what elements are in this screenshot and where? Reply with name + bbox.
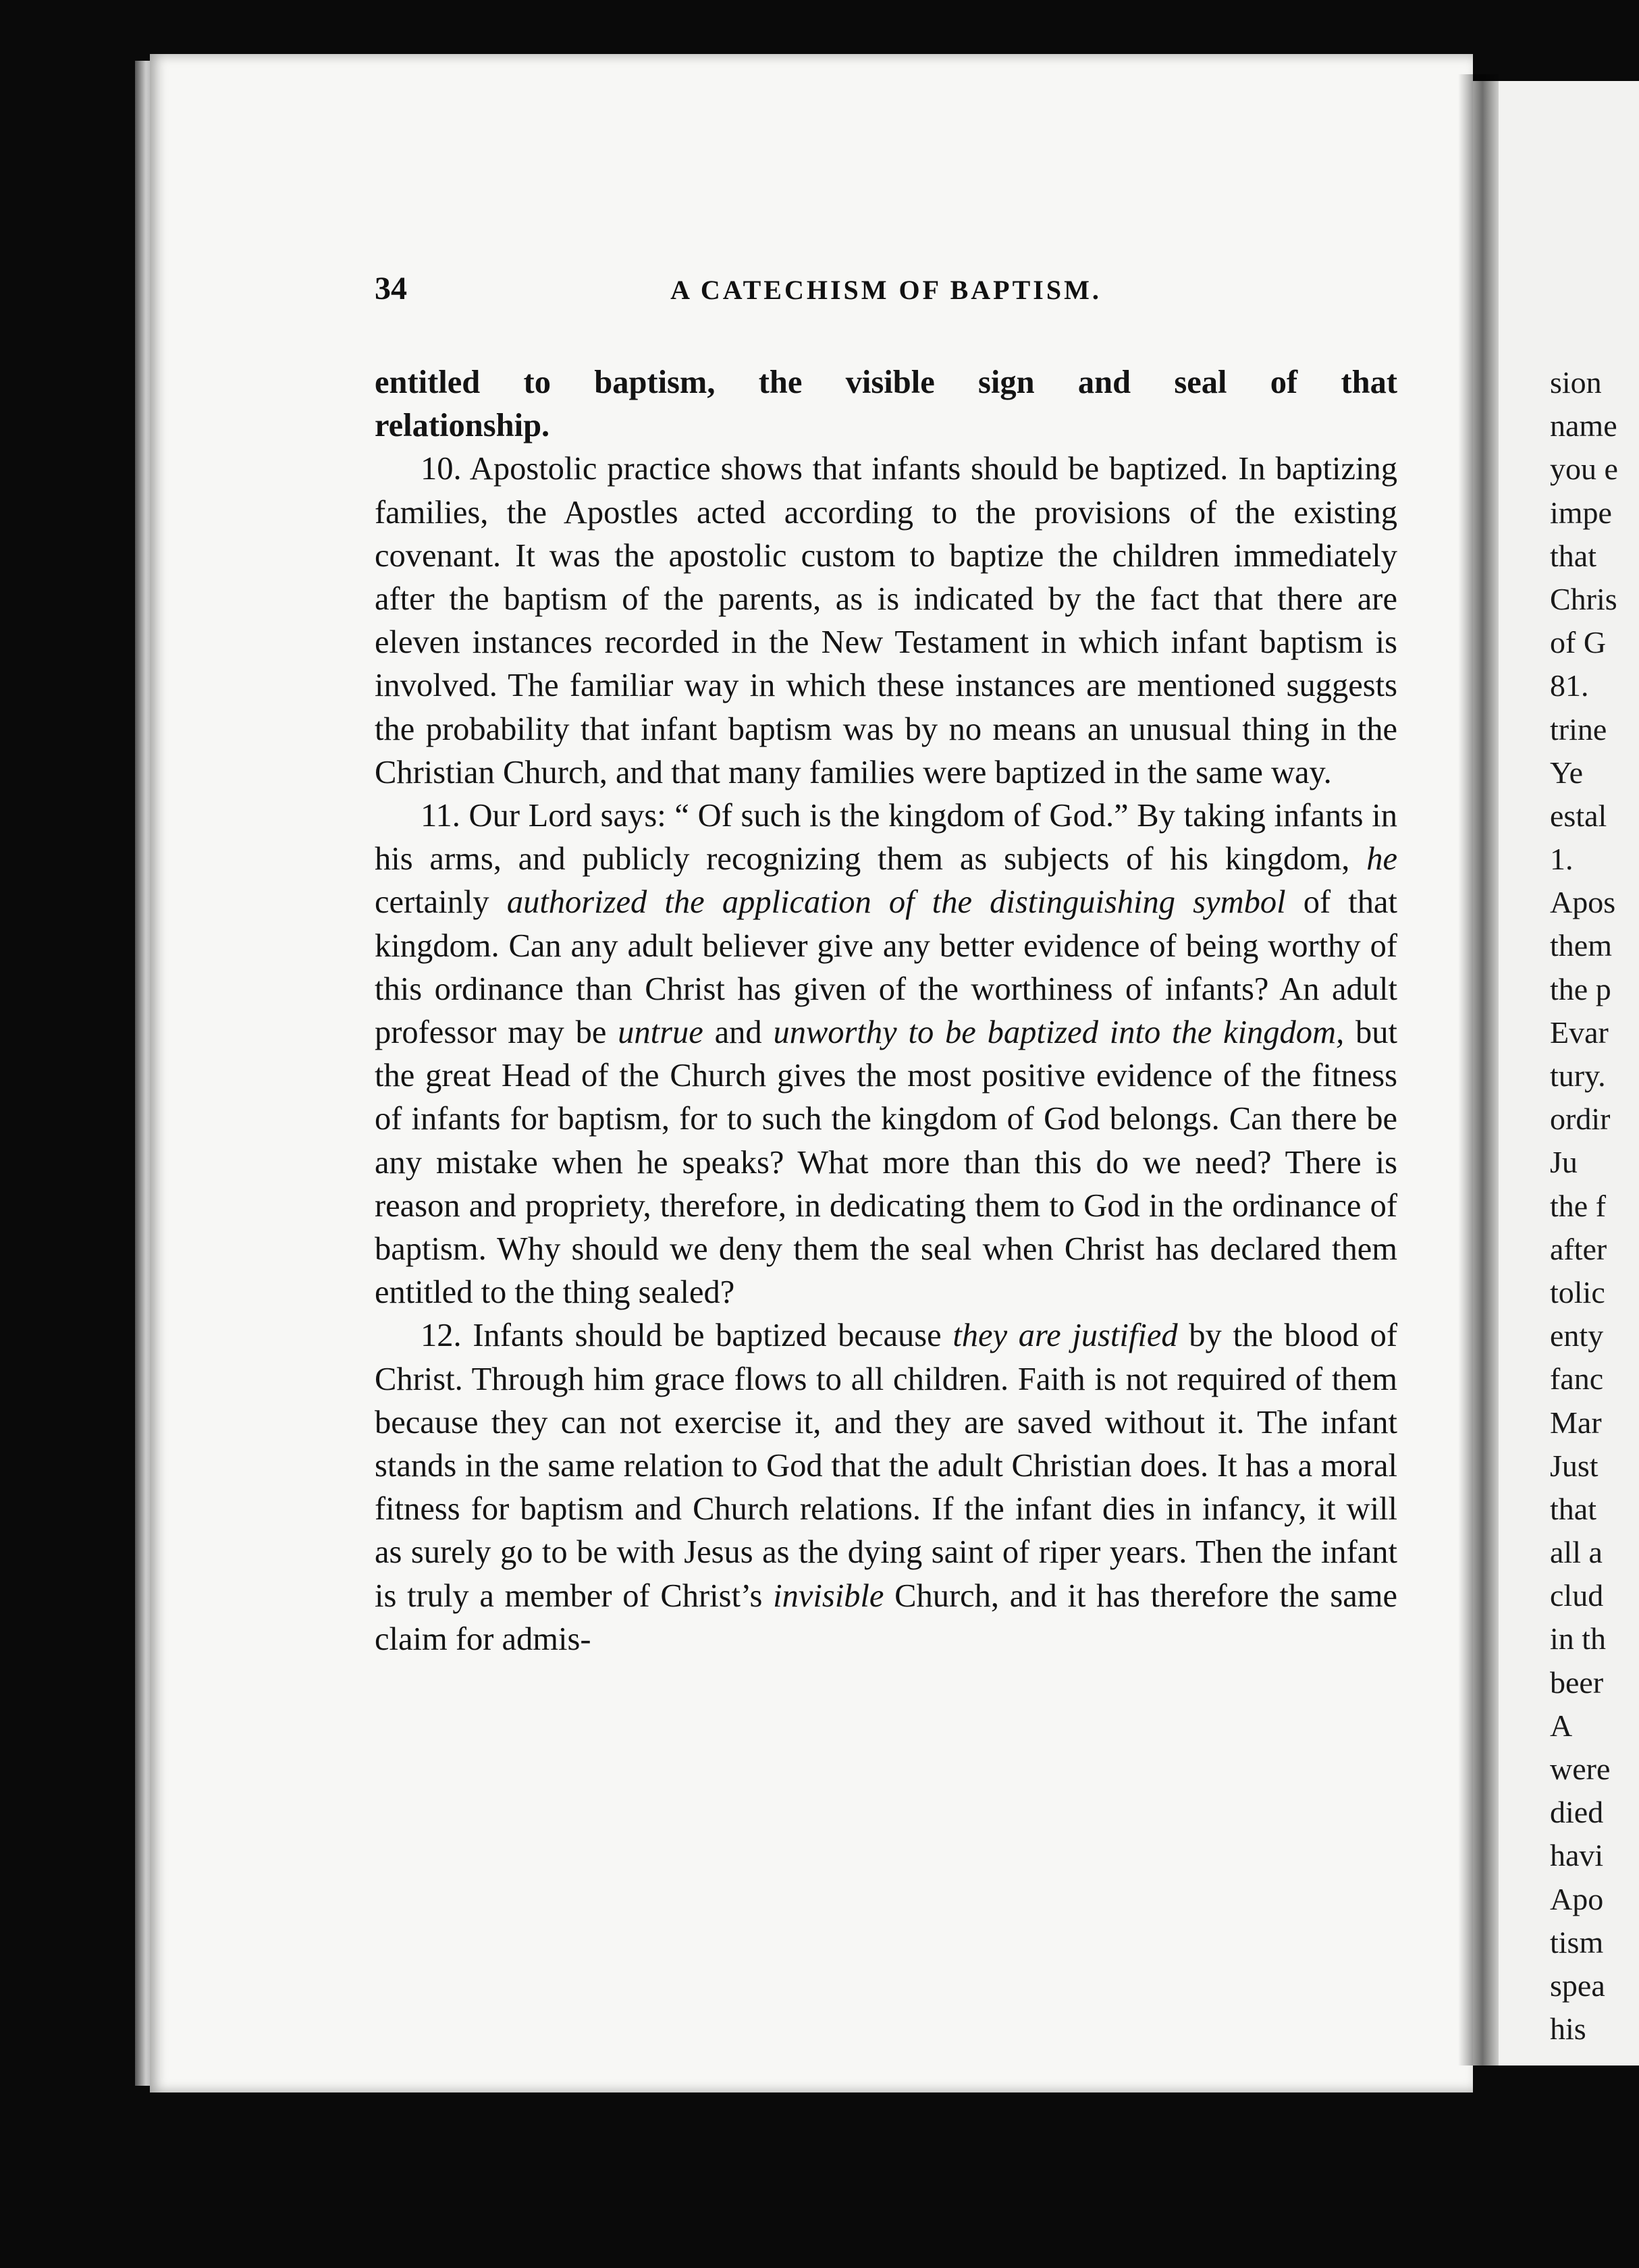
paragraph-12: 12. Infants should be baptized because they are justified by the blood of Christ. Through him grace flows to all children. Faith is not required of them because they can not exercise it, and they are saved without it. The infant stands in the same relation to God that the adult Christian does. It has a moral fitness for baptism and Church relations. If the infant dies in infancy, it will as surely go to be with Jesus as the dying saint of riper years. Then the infant is truly a member of Christ’s invisible Church, and it has therefore the same claim for admis-	[375, 1318, 1397, 1657]
facing-line: his	[1550, 2012, 1586, 2047]
facing-line: 81.	[1550, 668, 1589, 703]
page-header	[375, 270, 1397, 310]
facing-line: Apos	[1550, 885, 1616, 920]
paragraph-continuation: entitled to baptism, the visible sign and seal of that	[375, 364, 1397, 400]
facing-line: tury.	[1550, 1058, 1606, 1093]
facing-line: Apo	[1550, 1881, 1604, 1916]
facing-line: them	[1550, 928, 1612, 963]
facing-line: of G	[1550, 625, 1607, 660]
facing-line: sion	[1550, 365, 1602, 400]
facing-line: you e	[1550, 452, 1618, 487]
running-head: A CATECHISM OF BAPTISM.	[670, 275, 1102, 305]
facing-line: Evar	[1550, 1015, 1609, 1050]
facing-line: died	[1550, 1795, 1604, 1830]
facing-line: Ju	[1550, 1145, 1578, 1180]
facing-line: beer	[1550, 1665, 1604, 1700]
paragraph-11: 11. Our Lord says: “ Of such is the kingdom of God.” By taking infants in his arms, and publicly recognizing them as subjects of his kingdom, he certainly authorized the application of the distinguishing symbol of that kingdom. Can any adult believer give any better evidence of being worthy of this ordinance than Christ has given of the worthiness of infants? An adult professor may be untrue and unworthy to be baptized into the kingdom, but the great Head of the Church gives the most positive evidence of the fitness of infants for baptism, for to such the kingdom of God belongs. Can there be any mistake when he speaks? What more than this do we need? There is reason and propriety, therefore, in dedicating them to God in the ordinance of baptism. Why should we deny them the seal when Christ has declared them entitled to the thing sealed?	[375, 798, 1398, 1311]
facing-line: in th	[1550, 1621, 1607, 1656]
facing-line: the p	[1550, 971, 1611, 1006]
facing-line: after	[1550, 1231, 1607, 1266]
facing-line: that	[1550, 1491, 1596, 1526]
facing-line: trine	[1550, 711, 1607, 747]
facing-line: spea	[1550, 1968, 1605, 2003]
paragraph-continuation-end: relationship.	[375, 408, 550, 444]
facing-line: ordir	[1550, 1102, 1611, 1137]
facing-line: enty	[1550, 1318, 1604, 1353]
facing-page-text	[1550, 361, 1639, 2051]
facing-line: the f	[1550, 1188, 1607, 1223]
facing-line: clud	[1550, 1578, 1604, 1613]
facing-line: Mar	[1550, 1405, 1602, 1440]
facing-line: tism	[1550, 1924, 1604, 1960]
gutter-shadow	[1458, 74, 1499, 2066]
body-text	[375, 361, 1397, 1661]
facing-line: tolic	[1550, 1274, 1605, 1310]
facing-line: fanc	[1550, 1361, 1604, 1397]
facing-line: all a	[1550, 1535, 1603, 1570]
facing-line: Chris	[1550, 581, 1617, 616]
paragraph-10: 10. Apostolic practice shows that infants should be baptized. In baptizing families, the Apostles acted according to the provisions of the existing covenant. It was the apostolic custom to baptize the children immediately after the baptism of the parents, as is indicated by the fact that there are eleven instances recorded in the New Testament in which infant baptism is involved. The familiar way in which these instances are mentioned suggests the probability that infant baptism was by no means an unusual thing in the Christian Church, and that many families were baptized in the same way.	[375, 451, 1397, 790]
facing-line: A	[1550, 1708, 1573, 1743]
facing-line: estal	[1550, 798, 1607, 833]
facing-line: impe	[1550, 495, 1612, 530]
page-number: 34	[375, 271, 407, 306]
facing-line: Just	[1550, 1448, 1598, 1483]
facing-line: name	[1550, 408, 1617, 443]
facing-line: Ye	[1550, 755, 1584, 790]
facing-line: 1.	[1550, 842, 1574, 877]
facing-line: that	[1550, 538, 1596, 573]
facing-line: havi	[1550, 1838, 1604, 1873]
facing-line: were	[1550, 1752, 1611, 1786]
